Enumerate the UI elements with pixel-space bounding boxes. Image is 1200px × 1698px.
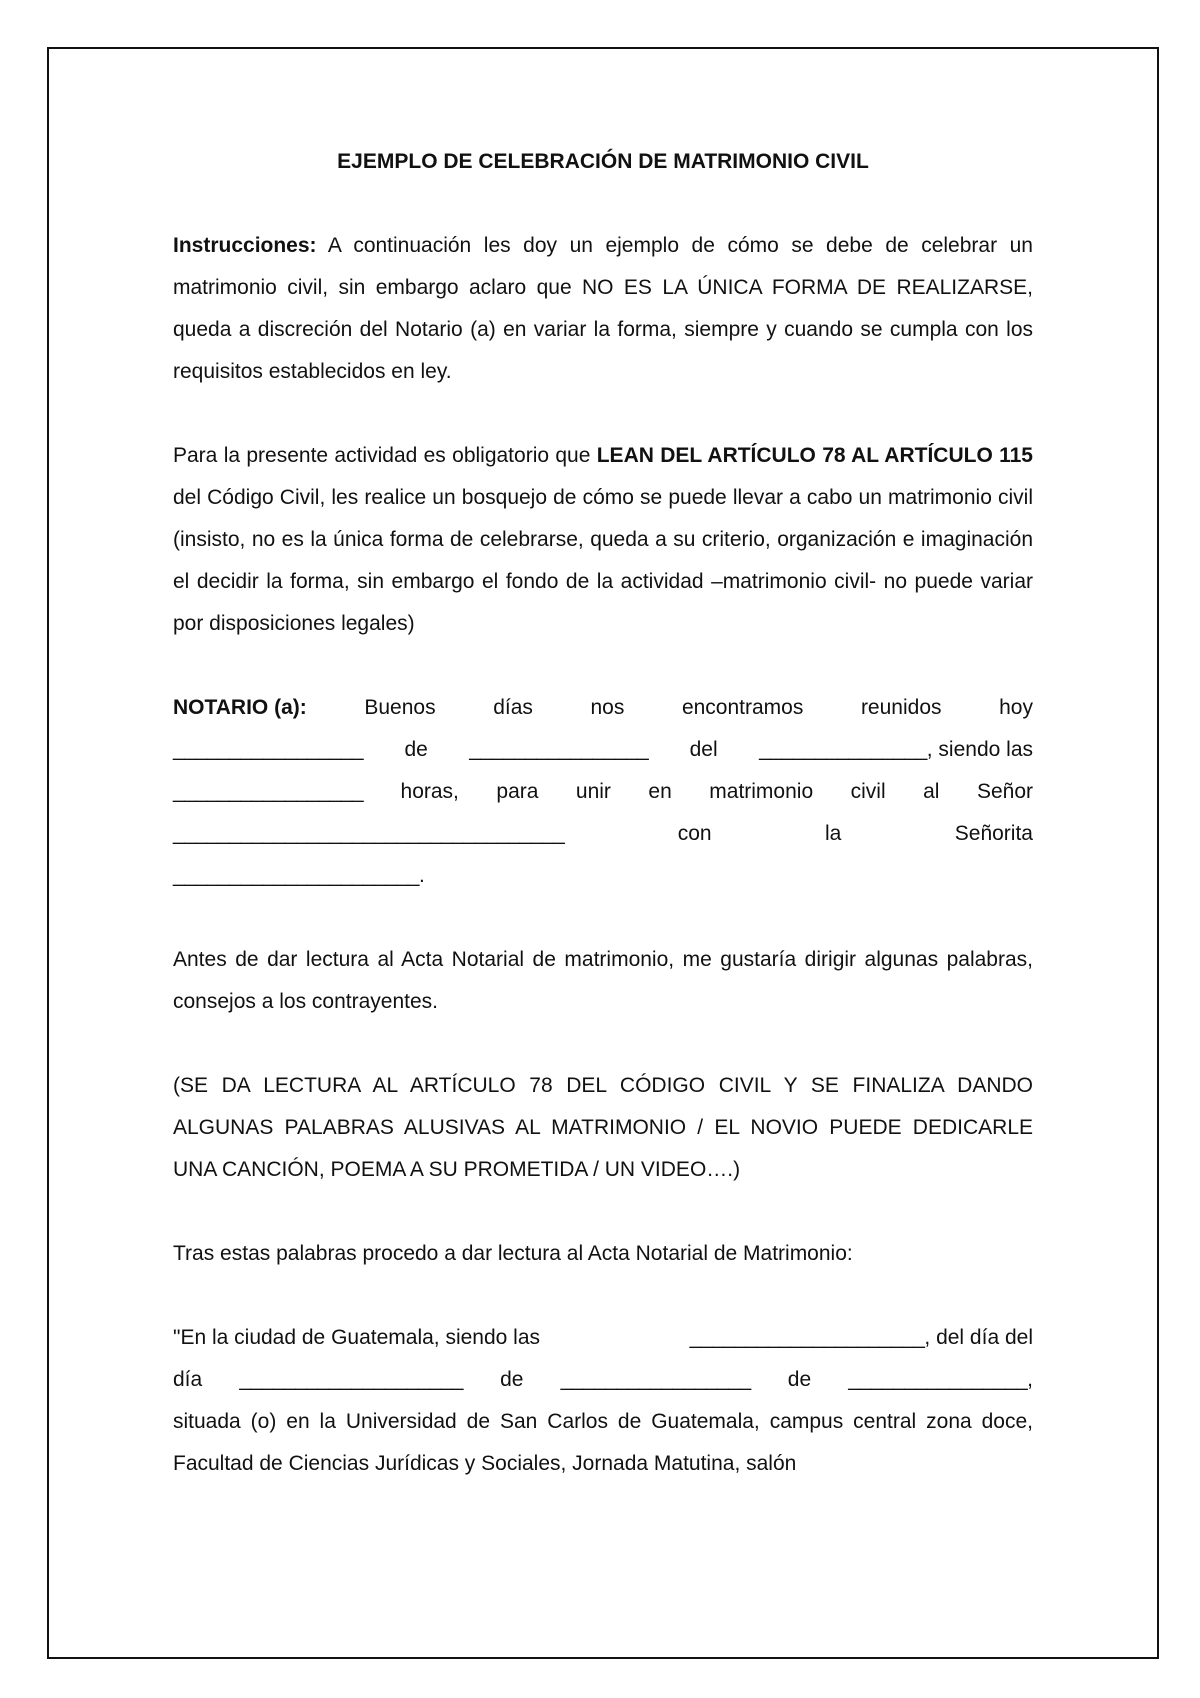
acta-text: de xyxy=(787,1368,812,1391)
acta-paragraph xyxy=(173,1317,1033,1485)
instructions-text: A continuación les doy un ejemplo de cómo se debe de celebrar un matrimonio civil, sin embargo aclaro que NO ES LA ÚNICA FORMA DE REALIZARSE, queda a discreción del Notario (a) en variar la forma, siempre y cuando se cumpla con los requisitos establecidos en ley. xyxy=(173,234,1033,383)
acta-rest: situada (o) en la Universidad de San Carlos de Guatemala, campus central zona doce, Facultad de Ciencias Jurídicas y Sociales, Jornada Matutina, salón xyxy=(173,1410,1033,1475)
acta-text: "En la ciudad de Guatemala, siendo las xyxy=(173,1326,541,1349)
acta-text: de xyxy=(500,1368,524,1391)
notary-word: encontramos xyxy=(681,696,804,719)
instructions-paragraph xyxy=(173,225,1033,393)
blank-year: _______________ xyxy=(759,738,927,761)
activity-articles: LEAN DEL ARTÍCULO 78 AL ARTÍCULO 115 xyxy=(596,444,1033,467)
activity-text-before: Para la presente actividad es obligatorio que xyxy=(173,444,597,467)
notary-word: unir xyxy=(575,780,611,803)
notary-line-1 xyxy=(173,687,1033,729)
activity-paragraph xyxy=(173,435,1033,645)
article-note-paragraph: (SE DA LECTURA AL ARTÍCULO 78 DEL CÓDIGO CIVIL Y SE FINALIZA DANDO ALGUNAS PALABRAS ALUSIVAS AL MATRIMONIO / EL NOVIO PUEDE DEDICARLE UNA CANCIÓN, POEMA A SU PROMETIDA / UN VIDEO….) xyxy=(173,1074,1033,1181)
notary-line-5 xyxy=(173,855,1033,897)
notary-line-4 xyxy=(173,813,1033,855)
blank-acta-day: ____________________ xyxy=(239,1368,463,1391)
notary-word: en xyxy=(648,780,672,803)
acta-text: , xyxy=(1027,1368,1033,1391)
acta-text: , del día del xyxy=(924,1326,1033,1349)
notary-word: Señor xyxy=(976,780,1033,803)
notary-word: . xyxy=(418,864,425,887)
notary-paragraph xyxy=(173,687,1033,897)
blank-acta-year: ________________ xyxy=(848,1368,1028,1391)
notary-word: civil xyxy=(850,780,886,803)
notary-word: nos xyxy=(590,696,625,719)
document-body xyxy=(173,141,1033,1485)
notary-word: al xyxy=(923,780,940,803)
blank-hours: _________________ xyxy=(173,780,364,803)
notary-word: matrimonio xyxy=(709,780,814,803)
notary-word: Señorita xyxy=(954,822,1033,845)
blank-groom: ___________________________________ xyxy=(173,822,565,845)
notary-word: , siendo las xyxy=(926,738,1033,761)
notary-word: la xyxy=(824,822,842,845)
after-words-paragraph: Tras estas palabras procedo a dar lectura al Acta Notarial de Matrimonio: xyxy=(173,1242,853,1265)
notary-word: reunidos xyxy=(860,696,942,719)
notary-word: días xyxy=(493,696,533,719)
notary-line-2 xyxy=(173,729,1033,771)
notary-word: Buenos xyxy=(364,696,436,719)
notary-line-3 xyxy=(173,771,1033,813)
acta-line-2 xyxy=(173,1359,1033,1401)
instructions-label: Instrucciones: xyxy=(173,234,317,257)
acta-text: día xyxy=(173,1368,203,1391)
notary-label: NOTARIO (a): xyxy=(173,696,307,719)
activity-text-after: del Código Civil, les realice un bosquejo de cómo se puede llevar a cabo un matrimonio civil (insisto, no es la única forma de celebrarse, queda a su criterio, organización e imaginación el decidir la forma, sin embargo el fondo de la actividad –matrimonio civil- no puede variar por disposiciones legales) xyxy=(173,486,1033,635)
notary-word: para xyxy=(496,780,539,803)
blank-time: _____________________ xyxy=(689,1326,925,1349)
blank-bride: ______________________ xyxy=(173,864,419,887)
before-reading-paragraph: Antes de dar lectura al Acta Notarial de matrimonio, me gustaría dirigir algunas palabras, consejos a los contrayentes. xyxy=(173,948,1033,1013)
blank-month: ________________ xyxy=(469,738,649,761)
document-title: EJEMPLO DE CELEBRACIÓN DE MATRIMONIO CIVIL xyxy=(337,150,869,173)
blank-day: _________________ xyxy=(173,738,364,761)
acta-line-1 xyxy=(173,1317,1033,1359)
notary-word: con xyxy=(677,822,712,845)
notary-word: hoy xyxy=(999,696,1033,719)
notary-word: de xyxy=(404,738,428,761)
blank-acta-month: _________________ xyxy=(560,1368,751,1391)
notary-word: horas, xyxy=(400,780,459,803)
notary-word: del xyxy=(689,738,718,761)
